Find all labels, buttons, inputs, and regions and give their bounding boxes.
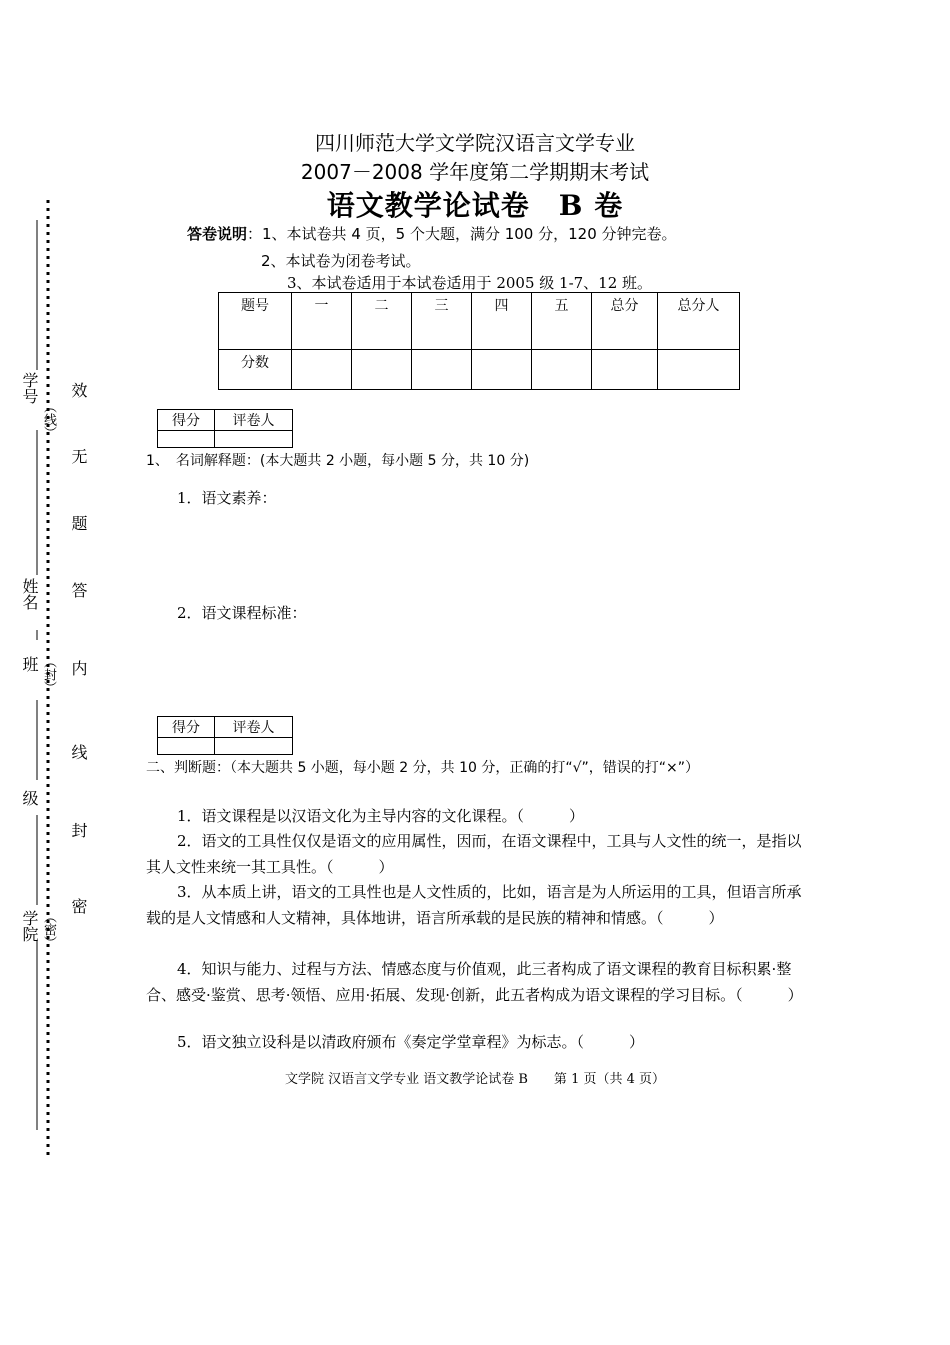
score-table-header: 三 xyxy=(412,293,472,350)
binding-grade-label: 级 xyxy=(20,790,39,806)
section-2-question-2: 2．语文的工具性仅仅是语文的应用属性，因而，在语文课程中，工具与人文性的统一，是指以其人文性来统一其工具性。（ ） xyxy=(146,832,802,876)
binding-char: 封 xyxy=(69,822,88,838)
grader-score-label: 得分 xyxy=(158,410,215,431)
score-cell[interactable] xyxy=(592,350,658,390)
score-cell[interactable] xyxy=(352,350,412,390)
section-1-question-1: 1．语文素养： xyxy=(177,489,277,507)
score-table-header: 二 xyxy=(352,293,412,350)
grader-name-cell[interactable] xyxy=(215,431,293,448)
binding-char: 线 xyxy=(69,744,88,760)
section-2-question-5: 5．语文独立设科是以清政府颁布《奏定学堂章程》为标志。（ ） xyxy=(177,1033,645,1051)
grader-name-cell[interactable] xyxy=(215,738,293,755)
exam-title: 语文教学论试卷 B 卷 xyxy=(326,189,624,222)
score-table-header: 一 xyxy=(292,293,352,350)
grader-box-1 xyxy=(157,409,293,448)
binding-char: 答 xyxy=(69,582,88,598)
binding-char: 内 xyxy=(69,660,88,676)
binding-char: 效 xyxy=(69,382,88,398)
score-table-header: 总分人 xyxy=(658,293,740,350)
grader-name-label: 评卷人 xyxy=(215,410,293,431)
score-cell[interactable] xyxy=(292,350,352,390)
score-row-label: 分数 xyxy=(219,350,292,390)
binding-mark-line: （线） xyxy=(41,400,56,439)
section-2-heading: 二、判断题：（本大题共 5 小题，每小题 2 分，共 10 分，正确的打“√”，错误的打“×”） xyxy=(146,760,699,776)
score-cell[interactable] xyxy=(472,350,532,390)
grader-score-cell[interactable] xyxy=(158,431,215,448)
score-table-header: 总分 xyxy=(592,293,658,350)
binding-mark-secret: （密） xyxy=(41,910,56,949)
page-footer: 文学院 汉语言文学专业 语文教学论试卷 B 第 1 页（共 4 页） xyxy=(284,1072,666,1087)
section-1-heading: 1、 名词解释题：(本大题共 2 小题，每小题 5 分，共 10 分) xyxy=(146,453,530,469)
grader-score-label: 得分 xyxy=(158,717,215,738)
section-2-question-1: 1．语文课程是以汉语文化为主导内容的文化课程。（ ） xyxy=(177,807,585,825)
score-table-header: 五 xyxy=(532,293,592,350)
binding-char: 密 xyxy=(69,898,88,914)
binding-char: 题 xyxy=(69,515,88,531)
instruction-line-3: 3、本试卷适用于本试卷适用于 2005 级 1-7、12 班。 xyxy=(287,274,653,292)
score-table-header-row xyxy=(219,293,740,350)
term-heading: 2007－2008 学年度第二学期期末考试 xyxy=(300,160,650,184)
binding-college-label: 学院 xyxy=(20,910,39,942)
instruction-text-1: ：1、本试卷共 4 页，5 个大题，满分 100 分，120 分钟完卷。 xyxy=(247,225,677,243)
section-2-question-4: 4．知识与能力、过程与方法、情感态度与价值观，此三者构成了语文课程的教育目标积累·整合、感受·鉴赏、思考·领悟、应用·拓展、发现·创新，此五者构成为语文课程的学习目标。（ ） xyxy=(146,960,803,1004)
binding-student-id-label: 学号 xyxy=(20,372,39,404)
binding-mark-seal: （封） xyxy=(41,655,56,694)
section-1-question-2: 2．语文课程标准： xyxy=(177,604,307,622)
score-table-header: 题号 xyxy=(219,293,292,350)
instruction-lead: 答卷说明 xyxy=(187,225,248,243)
binding-name-label: 姓名 xyxy=(20,578,39,610)
binding-class-label: 班 xyxy=(20,656,39,672)
instruction-line-2: 2、本试卷为闭卷考试。 xyxy=(261,252,421,270)
score-table xyxy=(218,292,740,390)
score-table-score-row xyxy=(219,350,740,390)
score-cell[interactable] xyxy=(658,350,740,390)
university-heading: 四川师范大学文学院汉语言文学专业 xyxy=(315,131,635,155)
score-cell[interactable] xyxy=(412,350,472,390)
grader-name-label: 评卷人 xyxy=(215,717,293,738)
grader-score-cell[interactable] xyxy=(158,738,215,755)
score-cell[interactable] xyxy=(532,350,592,390)
binding-char: 无 xyxy=(69,448,88,464)
section-2-question-3: 3．从本质上讲，语文的工具性也是人文性质的，比如，语言是为人所运用的工具，但语言所承载的是人文情感和人文精神，具体地讲，语言所承载的是民族的精神和情感。（ ） xyxy=(146,883,802,927)
instruction-line-1 xyxy=(187,223,677,244)
score-table-header: 四 xyxy=(472,293,532,350)
grader-box-2 xyxy=(157,716,293,755)
